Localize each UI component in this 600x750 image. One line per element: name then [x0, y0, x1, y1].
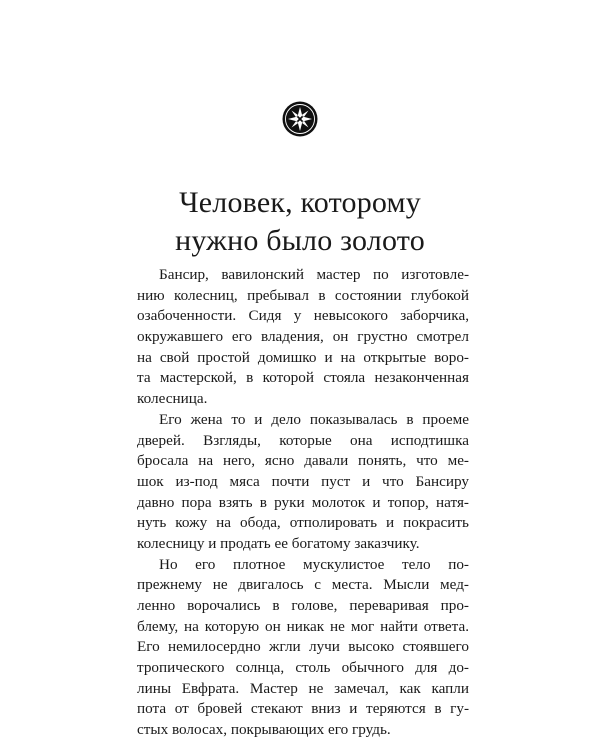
text-line: дверей. Взгляды, которые она исподтишка — [137, 431, 469, 449]
paragraph — [137, 265, 469, 410]
text-line: лины Евфрата. Мастер не замечал, как капли — [137, 679, 469, 697]
text-line: окружавшего его владения, он грустно смотрел — [137, 328, 469, 346]
text-line: тропического солнца, столь обычного для до- — [137, 659, 469, 677]
chapter-title-line: Человек, которому — [179, 186, 421, 219]
text-line: прежнему не двигалось с места. Мысли мед- — [137, 576, 469, 594]
text-line: давно пора взять в руки молоток и топор, натя- — [137, 493, 469, 511]
text-line: блему, на которую он никак не мог найти ответа. — [137, 617, 469, 635]
paragraph — [137, 410, 469, 555]
text-line: Бансир, вавилонский мастер по изготовле- — [159, 266, 469, 283]
text-line: нию колесниц, пребывал в состоянии глубокой — [137, 286, 469, 304]
chapter-title-line: нужно было золото — [175, 224, 425, 257]
text-line: шок из-под мяса почти пуст и что Бансиру — [137, 472, 469, 490]
text-line: Его немилосердно жгли лучи высоко стоявшего — [137, 638, 469, 656]
text-line: стых волосах, покрывающих его грудь. — [137, 721, 391, 739]
text-line: бросала на него, ясно давали понять, что ме- — [137, 452, 469, 470]
text-line: нуть кожу на обода, отполировать и покрасить — [137, 514, 469, 532]
text-line: пота от бровей стекают вниз и теряются в гу- — [137, 700, 469, 718]
text-line: ленно ворочались в голове, переваривая про- — [137, 597, 469, 614]
paragraph — [137, 555, 469, 741]
chapter-title — [0, 184, 600, 260]
text-line: на свой простой домишко и на открытые воро- — [137, 348, 469, 366]
text-line: колесница. — [137, 390, 208, 408]
text-line: та мастерской, в которой стояла незаконченная — [137, 369, 469, 387]
text-line: колесницу и продать ее богатому заказчику. — [137, 534, 420, 552]
chapter-body — [137, 265, 469, 741]
text-line: озабоченности. Сидя у невысокого заборчика, — [137, 307, 469, 325]
text-line: Его жена то и дело показывалась в проеме — [159, 410, 469, 428]
chapter-ornament-icon — [282, 101, 318, 137]
text-line: Но его плотное мускулистое тело по- — [159, 555, 469, 573]
